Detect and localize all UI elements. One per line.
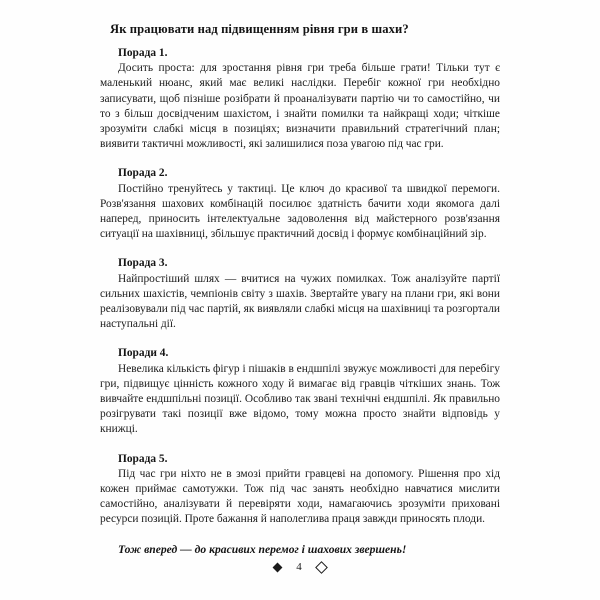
closing-statement: Тож вперед — до красивих перемог і шахових звершень!: [118, 542, 407, 556]
filled-diamond-icon: [273, 563, 283, 573]
advice-section-4: [100, 346, 500, 437]
advice-body-1: Досить проста: для зростання рівня гри треба більше грати! Тільки тут є маленький нюанс, який має великі наслідки. Перебіг кожної гри необхідно записувати, щоб пізніше розібрати й проаналізувати партію чи то самостійно, чи то з більш досвідченим шахістом, і знайти помилки та найкращі ходи; чіткіше зрозуміти слабкі місця в позиціях; визначити правильний стратегічний план; виявити тактичні можливості, які залишилися поза увагою під час гри.: [100, 62, 500, 151]
advice-heading-2: Порада 2.: [118, 167, 168, 180]
page-content: [100, 22, 500, 557]
page-number: 4: [296, 561, 302, 573]
advice-heading-5: Порада 5.: [118, 452, 168, 465]
advice-section-2: [100, 166, 500, 242]
advice-section-5: [100, 452, 500, 528]
page-footer: [0, 562, 600, 573]
advice-body-4: Невелика кількість фігур і пішаків в ендшпілі звужує можливості для перебігу гри, підвищує цінність кожного ходу й вимагає від гравців чіткіших знань. Тож вивчайте ендшпільні позиції. Особливо так звані технічні ендшпілі. Як правильно розігрувати такі позиції вже відомо, тому можна просто знайти відповідь у книжці.: [100, 362, 500, 436]
advice-body-2: Постійно тренуйтесь у тактиці. Це ключ до красивої та швидкої перемоги. Розв'язання шахових комбінацій посилює здатність бачити ходи якомога далі наперед, приносить інтелектуальне задоволення від майстерного розв'язання ситуації на шахівниці, збільшує практичний досвід і формує комбінаційний зір.: [100, 182, 500, 241]
outline-diamond-icon: [315, 561, 328, 574]
advice-body-5: Під час гри ніхто не в змозі прийти гравцеві на допомогу. Рішення про хід кожен приймає самотужки. Тож під час занять необхідно навчатися мислити самостійно, аналізувати й перевіряти ходи, намагаючись зрозуміти приховані ресурси позицій. Проте бажання й наполеглива праця завжди приносять плоди.: [100, 467, 500, 526]
advice-section-1: [100, 46, 500, 152]
advice-section-3: [100, 256, 500, 332]
advice-body-3: Найпростіший шлях — вчитися на чужих помилках. Тож аналізуйте партії сильних шахістів, чемпіонів світу з шахів. Звертайте увагу на плани гри, які вони реалізовували під час партій, як виявляли слабкі місця на шахівниці та розгортали наступальні дії.: [100, 272, 500, 331]
advice-heading-3: Порада 3.: [118, 257, 168, 270]
advice-heading-4: Поради 4.: [118, 347, 169, 360]
page-title: Як працювати над підвищенням рівня гри в шахи?: [110, 22, 409, 36]
advice-heading-1: Порада 1.: [118, 47, 168, 59]
